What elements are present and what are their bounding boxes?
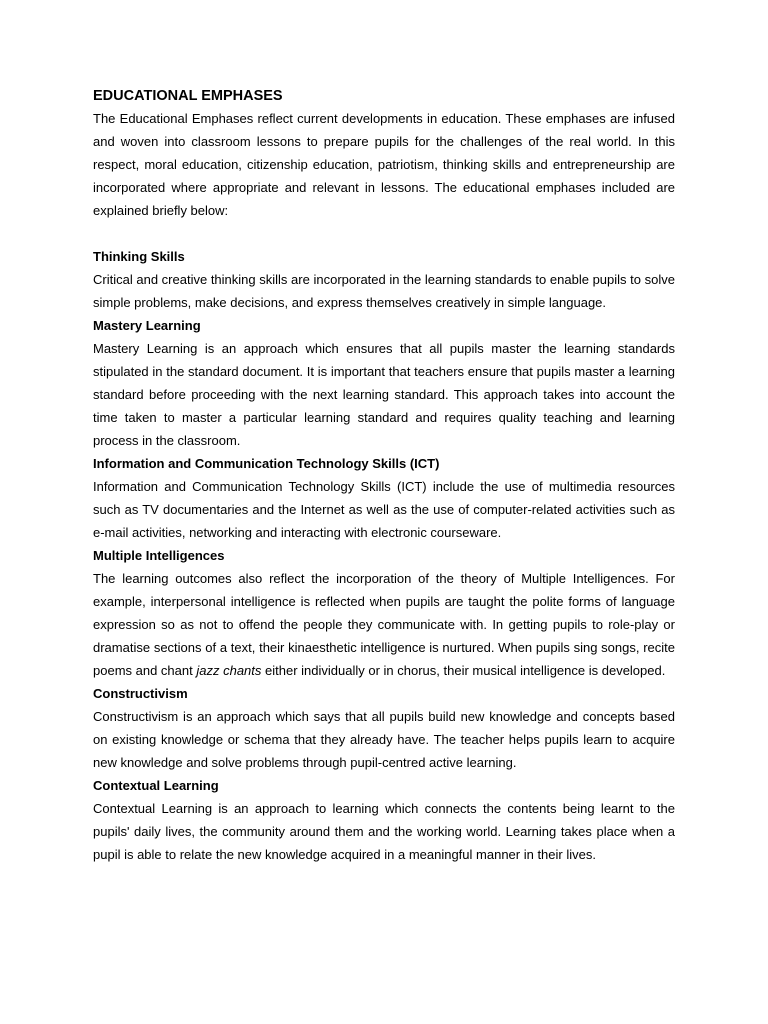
section-contextual-learning [93, 774, 675, 866]
section-mastery-learning [93, 314, 675, 452]
section-heading: Information and Communication Technology Skills (ICT) [93, 456, 440, 471]
section-heading: Mastery Learning [93, 318, 201, 333]
section-heading: Contextual Learning [93, 778, 219, 793]
intro-paragraph: The Educational Emphases reflect current developments in education. These emphases are infused and woven into classroom lessons to prepare pupils for the challenges of the real world. In this respect, moral education, citizenship education, patriotism, thinking skills and entrepreneurship are incorporated where appropriate and relevant in lessons. The educational emphases included are explained briefly below: [93, 111, 675, 218]
section-ict-skills [93, 452, 675, 544]
section-heading: Multiple Intelligences [93, 548, 225, 563]
italic-term: jazz chants [196, 663, 262, 678]
section-body [93, 567, 675, 682]
body-text-after: either individually or in chorus, their musical intelligence is developed. [261, 663, 666, 678]
section-constructivism [93, 682, 675, 774]
page-title: EDUCATIONAL EMPHASES [93, 88, 283, 104]
section-thinking-skills [93, 245, 675, 314]
section-body: Critical and creative thinking skills are incorporated in the learning standards to enable pupils to solve simple problems, make decisions, and express themselves creatively in simple language. [93, 272, 675, 310]
section-body: Information and Communication Technology Skills (ICT) include the use of multimedia resources such as TV documentaries and the Internet as well as the use of computer-related activities such as e-mail activities, networking and interacting with electronic courseware. [93, 479, 675, 540]
section-body: Mastery Learning is an approach which ensures that all pupils master the learning standards stipulated in the standard document. It is important that teachers ensure that pupils master a learning standard before proceeding with the next learning standard. This approach takes into account the time taken to master a particular learning standard and requires quality teaching and learning process in the classroom. [93, 341, 675, 448]
section-body: Constructivism is an approach which says that all pupils build new knowledge and concepts based on existing knowledge or schema that they already have. The teacher helps pupils learn to acquire new knowledge and solve problems through pupil-centred active learning. [93, 709, 675, 770]
document-page [93, 85, 675, 866]
section-heading: Constructivism [93, 686, 188, 701]
body-text-before: The learning outcomes also reflect the incorporation of the theory of Multiple Intelligences. For example, interpersonal intelligence is reflected when pupils are taught the polite forms of language expression so as not to offend the people they communicate with. In getting pupils to role-play or dramatise sections of a text, their kinaesthetic intelligence is nurtured. When pupils sing songs, recite poems and chant [93, 571, 675, 678]
section-body: Contextual Learning is an approach to learning which connects the contents being learnt to the pupils' daily lives, the community around them and the working world. Learning takes place when a pupil is able to relate the new knowledge acquired in a meaningful manner in their lives. [93, 801, 675, 862]
section-heading: Thinking Skills [93, 249, 185, 264]
section-multiple-intelligences [93, 544, 675, 682]
